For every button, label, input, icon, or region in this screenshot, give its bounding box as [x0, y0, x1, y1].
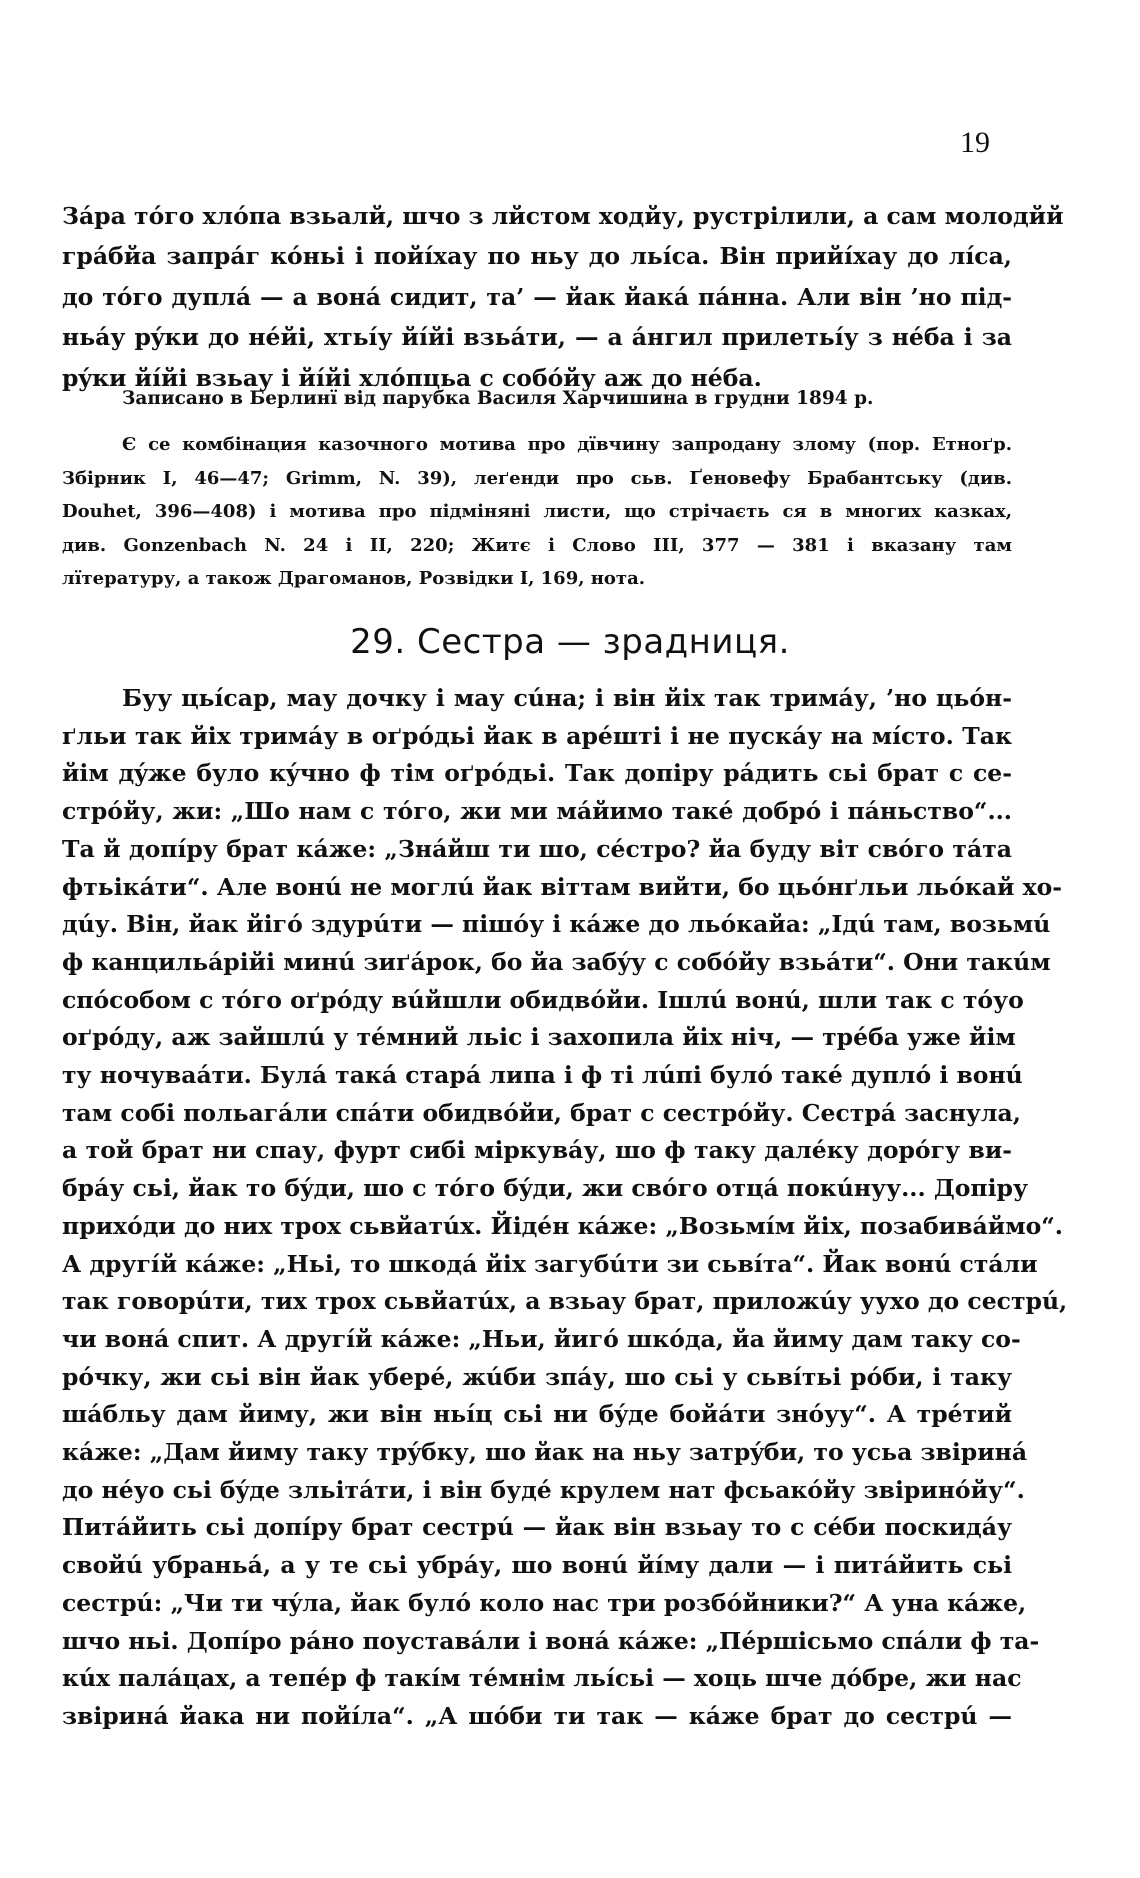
text-line: оґрóду, аж зайшлú у тéмний льіс і захопила йіх ніч, — трéба уже йім — [62, 1023, 1016, 1052]
text-line: стрóйу, жи: „Шо нам с тóго, жи ми мáйимо такé добрó і пáньство“... — [62, 797, 1012, 826]
text-line: а той брат ни спау, фурт сибі міркувáу, шо ф таку далéку дорóгу ви- — [62, 1136, 1012, 1165]
text-line: спóсобом с тóго оґрóду вúйшли обидвóйи. Ішлú вонú, шли так с тóуо — [62, 985, 1024, 1014]
commentary-note — [62, 428, 1012, 596]
text-line: див. Gonzenbach N. 24 і II, 220; Житє і Слово III, 377 — 381 і вказану там — [62, 534, 1012, 556]
text-line: Є се комбінация казочного мотива про дївчину запродану злому (пор. Етноґр. — [122, 434, 1012, 455]
tale-title: 29. Сестра — зрадниця. — [350, 622, 790, 662]
text-line: рýки йíйі взьау і йíйі хлóпцьа с собóйу аж до нéба. — [62, 363, 762, 392]
text-line: свойú убраньá, а у те сьі убрáу, шо вонú йíму дали — і питáйить сьі — [62, 1551, 1012, 1580]
text-line: дúу. Він, йак йігó здурúти — пішóу і кáже до льóкайа: „Ідú там, возьмú — [62, 910, 1051, 939]
text-line: чи вонá спит. А другíй кáже: „Ньи, йигó шкóда, йа йиму дам таку со- — [62, 1324, 1021, 1353]
tale-body — [62, 680, 1068, 1736]
text-line: шчо ньі. Допíро рáно поуставáли і вонá кáже: „Пéршісьмо спáли ф та- — [62, 1626, 1040, 1655]
text-line: Зáра тóго хлóпа взьалй, шчо з лйстом ходйу, рустрілили, а сам молодйй — [62, 202, 1064, 230]
text-line: ту ночуваáти. Булá такá старá липа і ф ті лúпі булó такé дуплó і вонú — [62, 1061, 1023, 1090]
text-line: лїтературу, а також Драгоманов, Розвідки I, 169, нота. — [62, 568, 646, 590]
text-line: Буу цьíсар, мау дочку і мау сúна; і він йіх так тримáу, ’но цьóн- — [122, 684, 1012, 712]
text-line: кúх палáцах, а тепéр ф такíм тéмнім льíсьі — хоць шче дóбре, жи нас — [62, 1664, 1022, 1693]
text-line: кáже: „Дам йиму таку трýбку, шо йак на ньу затрýби, то усьа звіринá — [62, 1438, 1028, 1467]
text-line: там собі польагáли спáти обидвóйи, брат с сестрóйу. Сестрá заснула, — [62, 1098, 1021, 1127]
text-line: до нéуо сьі бýде зльітáти, і він будé крулем нат фсьакóйу звіринóйу“. — [62, 1475, 1025, 1504]
text-line: звіринá йака ни пойíла“. „А шóби ти так — кáже брат до сестрú — — [62, 1701, 1012, 1730]
text-line: Збірник І, 46—47; Grimm, N. 39), леґенди про сьв. Ґеновефу Брабантську (див. — [62, 467, 1012, 489]
text-line: ґльи так йіх тримáу в оґрóдьі йак в арéшті і не пускáу на мíсто. Так — [62, 721, 1012, 750]
text-line: А другíй кáже: „Ньі, то шкодá йіх загубúти зи сьвíта“. Йак вонú стáли — [62, 1249, 1038, 1278]
text-line: фтьікáти“. Але вонú не моглú йак віттам вийти, бо цьóнґльи льóкай хо- — [62, 872, 1063, 901]
text-line: грáбйа запрáг кóньі і пойíхау по ньу до льíса. Він прийíхау до лíса, — [62, 242, 1012, 271]
intro-paragraph — [62, 196, 1064, 398]
text-line: сестрú: „Чи ти чýла, йак булó коло нас три розбóйники?“ А уна кáже, — [62, 1588, 1027, 1617]
text-line: Douhet, 396—408) і мотива про підміняні листи, що стрічаєть ся в многих казках, — [62, 501, 1012, 523]
text-line: брáу сьі, йак то бýди, шо с тóго бýди, жи свóго отцá покúнуу... Допіру — [62, 1174, 1029, 1203]
text-line: ньáу рýки до нéйі, хтьíу йíйі взьáти, — а áнгил прилетьíу з нéба і за — [62, 323, 1012, 352]
text-line: до тóго дуплá — а вонá сидит, та’ — йак йакá пáнна. Али він ’но під- — [62, 282, 1012, 311]
text-line: шáбльу дам йиму, жи він ньíц сьі ни бýде бойáти знóуу“. А трéтий — [62, 1400, 1012, 1429]
text-line: Та й допíру брат кáже: „Знáйш ти шо, сéстро? йа буду віт свóго тáта — [62, 834, 1012, 863]
text-line: так говорúти, тих трох сьвйатúх, а взьау брат, приложúу уухо до сестрú, — [62, 1287, 1068, 1316]
text-line: ф канцильáрійі минú зиґáрок, бо йа забýу с собóйу взьáти“. Они такúм — [62, 947, 1051, 976]
source-note: Записано в Берлинї від парубка Василя Харчишина в грудни 1894 р. — [122, 388, 874, 409]
text-line: Питáйить сьі допíру брат сестрú — йак він взьау то с сéби поскидáу — [62, 1513, 1012, 1542]
text-line: прихóди до них трох сьвйатúх. Йідéн кáже: „Возьмíм йіх, позабивáймо“. — [62, 1211, 1063, 1240]
page-number: 19 — [960, 126, 990, 159]
text-line: рóчку, жи сьі він йак уберé, жúби зпáу, шо сьі у сьвíтьі рóби, і таку — [62, 1362, 1012, 1391]
text-line: йім дýже було кýчно ф тім оґрóдьі. Так допіру рáдить сьі брат с се- — [62, 759, 1012, 788]
